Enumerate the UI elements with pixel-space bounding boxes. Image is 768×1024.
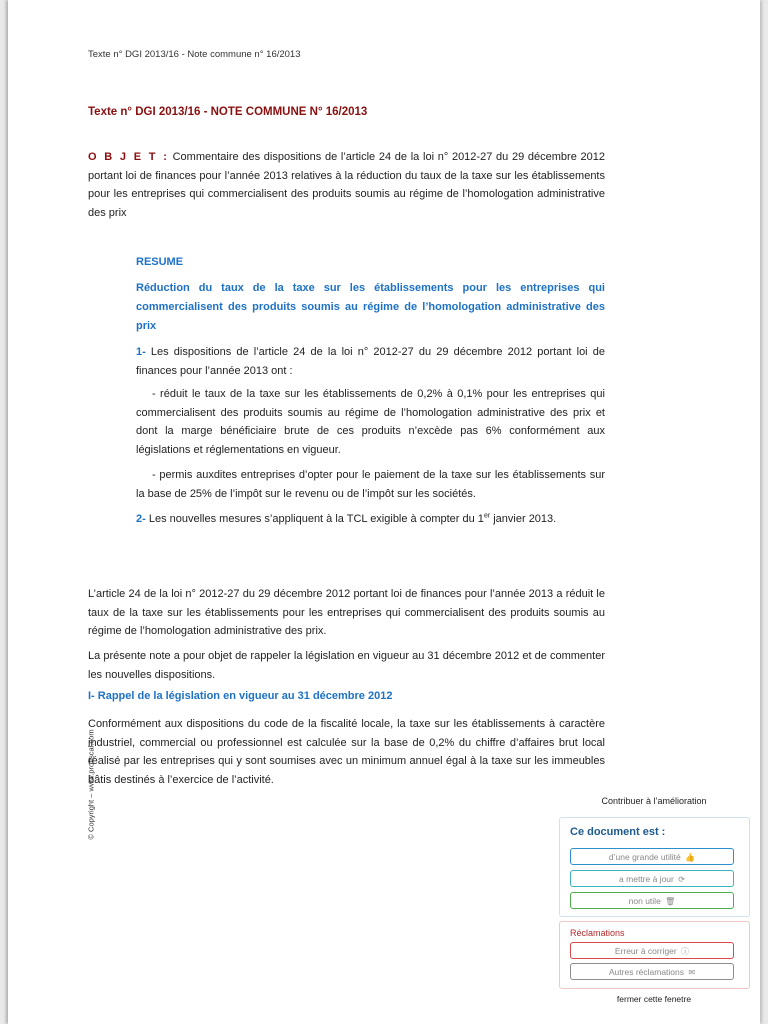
resume-bullet-1: - réduit le taux de la taxe sur les établissements de 0,2% à 0,1% pour les entreprises qui commercialisent des produits soumis au régime de l’homologation administrative des prix et dont la marge bénéficiaire brute de ces produits n’excède pas 6% conformément aux législations et réglementations en vigueur.	[136, 388, 605, 456]
great-utility-button[interactable]	[570, 848, 734, 865]
resume-point-2	[136, 510, 605, 529]
resume-point-2-text-end: janvier 2013.	[490, 513, 557, 525]
ordinal-superscript: er	[483, 512, 491, 520]
body-paragraph-3: Conformément aux dispositions du code de la fiscalité locale, la taxe sur les établissements à caractère industriel, commercial ou professionnel est calculée sur la base de 0,2% du chiffre d’affaires brut local réalisé par les entreprises qui y sont soumises avec un minimum annuel égal à la taxe sur les immeubles bâtis destinés à l’exercice de l’activité.	[88, 718, 605, 786]
other-claims-label: Autres réclamations	[608, 967, 685, 977]
body-paragraph-1: L’article 24 de la loi n° 2012-27 du 29 décembre 2012 portant loi de finances pour l’année 2013 a réduit le taux de la taxe sur les établissements pour les entreprises qui commercialisent des produits soumis au régime de l’homologation administrative des prix.	[88, 588, 605, 637]
copyright-vertical: © Copyright – www.profiscal.com	[86, 729, 96, 840]
refresh-icon: ⟳	[678, 875, 685, 884]
resume-point-2-text: Les nouvelles mesures s’appliquent à la TCL exigible à compter du 1	[148, 513, 484, 525]
envelope-icon: ✉	[688, 968, 696, 977]
info-circle-icon: ⓘ	[681, 947, 690, 956]
body-paragraph-2: La présente note a pour objet de rappeler la législation en vigueur au 31 décembre 2012 et de commenter les nouvelles dispositions.	[88, 650, 605, 681]
update-label: a mettre à jour	[619, 874, 674, 884]
resume-subheading: Réduction du taux de la taxe sur les établissements pour les entreprises qui commercialisent des produits soumis au régime de l’homologation administrative des prix	[136, 282, 605, 332]
claims-title: Réclamations	[570, 928, 625, 938]
resume-bullet-2: - permis auxdites entreprises d’opter pour le paiement de la taxe sur les établissements sur la base de 25% de l’impôt sur le revenu ou de l’impôt sur les sociétés.	[136, 469, 605, 500]
not-useful-button[interactable]	[570, 892, 734, 909]
contribute-label: Contribuer à l’amélioration	[601, 796, 707, 806]
objet-text: Commentaire des dispositions de l’article 24 de la loi n° 2012-27 du 29 décembre 2012 portant loi de finances pour l’année 2013 relatives à la réduction du taux de la taxe sur les établissements pour les entreprises qui commercialisent des produits soumis au régime de l’homologation administrative des prix	[88, 151, 606, 219]
resume-point-2-number: 2-	[136, 513, 146, 525]
section-1-title: I- Rappel de la législation en vigueur au 31 décembre 2012	[88, 690, 393, 702]
usefulness-panel	[559, 817, 750, 917]
document-title: Texte n° DGI 2013/16 - NOTE COMMUNE N° 16/2013	[88, 106, 368, 118]
thumbs-up-icon: 👍	[685, 853, 696, 862]
other-claims-button[interactable]	[570, 963, 734, 980]
usefulness-title: Ce document est :	[570, 826, 666, 838]
claims-panel	[559, 921, 750, 989]
error-to-correct-button[interactable]	[570, 942, 734, 959]
update-button[interactable]	[570, 870, 734, 887]
error-to-correct-label: Erreur à corriger	[614, 946, 677, 956]
resume-heading: RESUME	[136, 256, 184, 268]
objet-paragraph	[88, 148, 605, 222]
close-window-link[interactable]: fermer cette fenetre	[616, 994, 692, 1004]
objet-label: O B J E T :	[88, 151, 169, 163]
page-header-reference: Texte n° DGI 2013/16 - Note commune n° 16/2013	[88, 49, 301, 60]
resume-point-1	[136, 343, 605, 380]
great-utility-label: d’une grande utilité	[608, 852, 681, 862]
resume-point-1-text: Les dispositions de l’article 24 de la loi n° 2012-27 du 29 décembre 2012 portant loi de finances pour l’année 2013 ont :	[136, 346, 605, 377]
not-useful-label: non utile	[628, 896, 661, 906]
trash-icon: 🗑	[665, 897, 676, 906]
resume-point-1-number: 1-	[136, 346, 146, 358]
